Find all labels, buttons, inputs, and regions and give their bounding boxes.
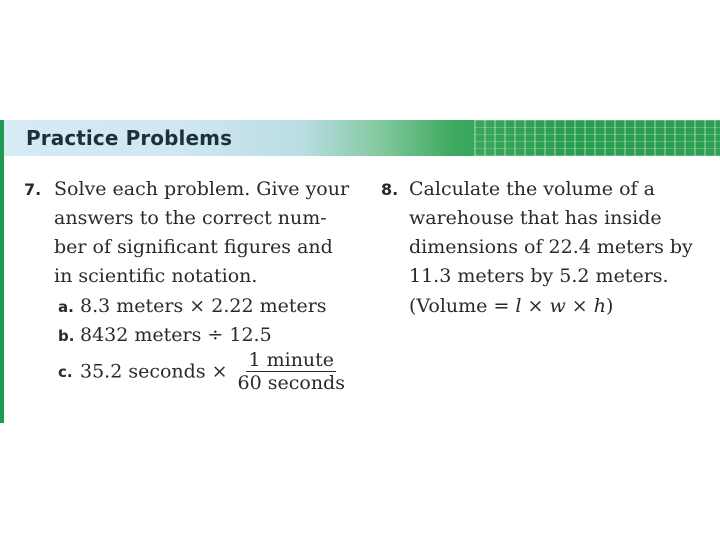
fraction-numerator: 1 minute [248, 349, 335, 371]
problem-8-line-1 [381, 175, 655, 204]
problem-8-text-1: Calculate the volume of a [409, 178, 655, 200]
problem-7c [58, 349, 347, 394]
left-accent-rule [0, 120, 4, 423]
part-b-letter: b. [58, 327, 75, 345]
problem-7-line-1 [24, 175, 349, 204]
section-header [4, 120, 720, 156]
problem-7a [58, 292, 327, 322]
formula-times-2: × [565, 295, 594, 317]
part-a-letter: a. [58, 298, 74, 316]
part-b-text: 8432 meters ÷ 12.5 [80, 324, 272, 346]
problem-7b [58, 321, 272, 351]
problem-7-number: 7. [24, 180, 42, 199]
formula-open: (Volume = [409, 295, 516, 317]
fraction-denominator: 60 seconds [237, 372, 345, 394]
section-title: Practice Problems [26, 126, 233, 150]
part-c-letter: c. [58, 362, 73, 381]
volume-formula [409, 292, 613, 321]
formula-height: h [593, 295, 606, 317]
problem-8-line-2: warehouse that has inside [409, 207, 662, 229]
problem-7-line-4: in scientific notation. [54, 265, 258, 287]
problem-7-text-1: Solve each problem. Give your [54, 178, 350, 200]
formula-length: l [515, 295, 522, 317]
problem-7-line-2: answers to the correct num- [54, 207, 327, 229]
problem-8-line-4: 11.3 meters by 5.2 meters. [409, 265, 669, 287]
unit-fraction [236, 349, 347, 394]
formula-times-1: × [521, 295, 550, 317]
part-c-text: 35.2 seconds × [80, 360, 228, 383]
header-grid-pattern [474, 120, 720, 156]
problem-7-line-3: ber of significant figures and [54, 236, 333, 258]
formula-width: w [549, 295, 566, 317]
problem-8-number: 8. [381, 180, 399, 199]
formula-close: ) [606, 295, 614, 317]
part-a-text: 8.3 meters × 2.22 meters [80, 295, 327, 317]
problem-8-line-3: dimensions of 22.4 meters by [409, 236, 693, 258]
